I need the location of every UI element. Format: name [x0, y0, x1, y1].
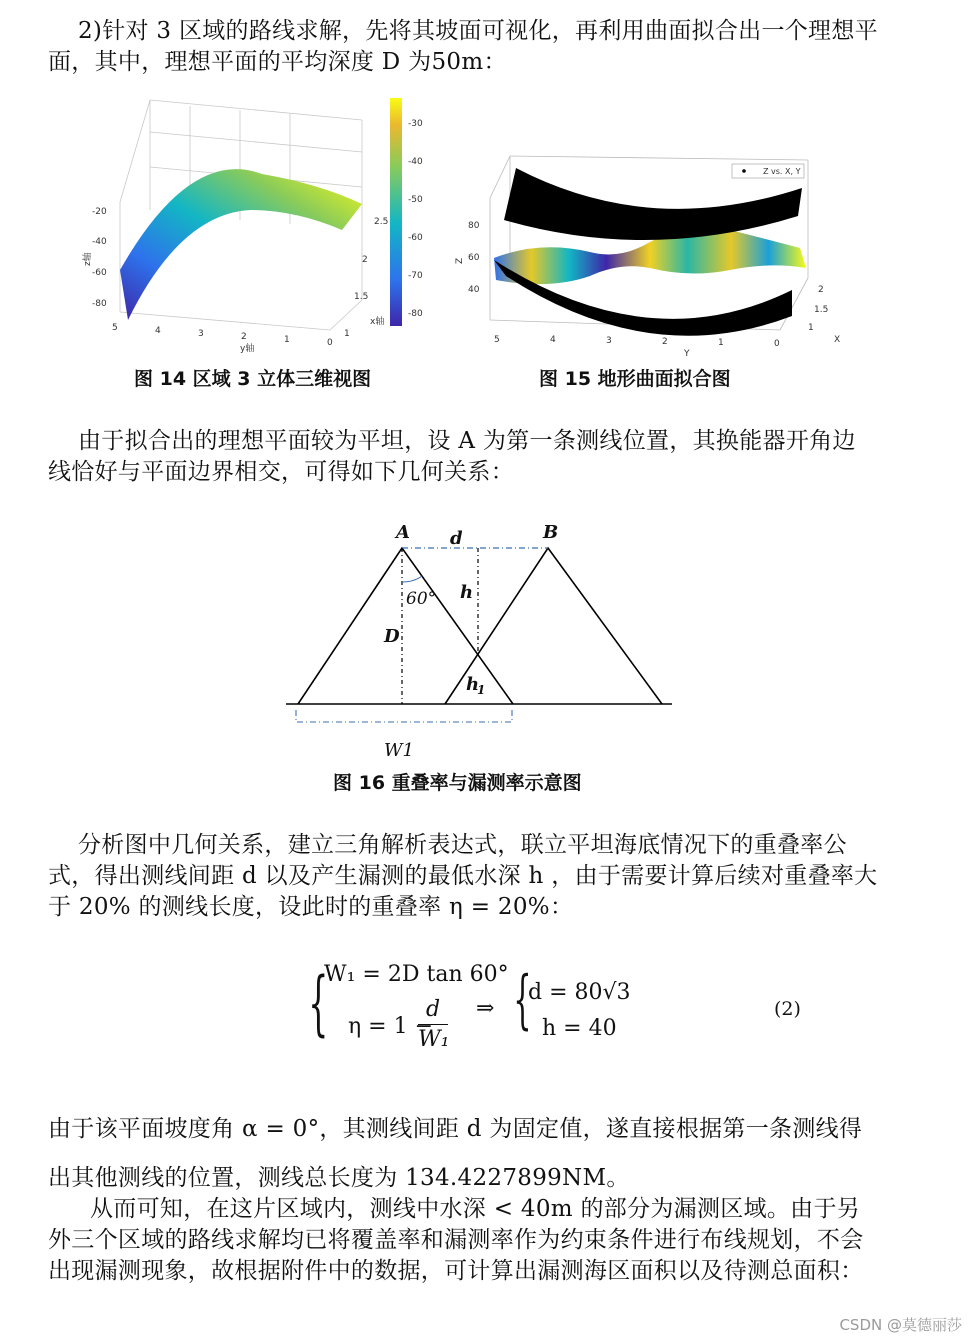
- x-tick: 1.5: [354, 292, 369, 302]
- z-tick: -60: [92, 268, 107, 278]
- eq-fraction: [418, 996, 448, 1055]
- colorbar-tick: -80: [408, 309, 423, 319]
- frac-denominator: W₁: [418, 1027, 450, 1052]
- fitted-plane-upper: [504, 168, 802, 240]
- z-axis-label: Z: [455, 257, 465, 264]
- eq-line-1: W₁ = 2D tan 60°: [324, 962, 509, 987]
- label-h: h: [460, 582, 474, 603]
- z-tick: 80: [468, 221, 480, 231]
- label-h1: h: [466, 674, 480, 695]
- eq-result-2: h = 40: [542, 1016, 617, 1041]
- y-axis-label: Y: [684, 349, 690, 359]
- implies-arrow: ⇒: [476, 996, 495, 1021]
- right-brace: {: [513, 963, 532, 1037]
- y-tick: 3: [606, 336, 612, 346]
- y-tick: 5: [494, 335, 500, 345]
- equation-number: (2): [774, 998, 801, 1020]
- y-tick: 4: [550, 335, 556, 345]
- z-tick: 60: [468, 253, 480, 263]
- left-brace: {: [308, 962, 329, 1044]
- figure-15-surface-fit: [450, 150, 850, 362]
- eq-result-1: d = 80√3: [528, 980, 631, 1005]
- csdn-watermark: CSDN @莫德丽莎: [839, 1316, 962, 1334]
- x-tick: 1: [808, 323, 814, 333]
- paragraph-1: 2)针对 3 区域的路线求解，先将其坡面可视化，再利用曲面拟合出一个理想平面，其中，理想平面的平均深度 D 为50m：: [48, 18, 878, 75]
- colorbar-tick: -70: [408, 271, 423, 281]
- figure-16-geometry: [280, 514, 680, 766]
- z-tick: -20: [92, 207, 107, 217]
- label-a: A: [396, 522, 410, 543]
- colorbar-tick: -40: [408, 157, 423, 167]
- colorbar-tick: -30: [408, 119, 423, 129]
- paragraph-2: 由于拟合出的理想平面较为平坦，设 A 为第一条测线位置，其换能器开角边线恰好与平面边界相交，可得如下几何关系：: [48, 428, 856, 485]
- figure-15-caption: 图 15 地形曲面拟合图: [539, 368, 731, 390]
- y-tick: 2: [241, 332, 247, 342]
- y-tick: 0: [774, 339, 780, 349]
- colorbar-tick: -60: [408, 233, 423, 243]
- colorbar-tick: -50: [408, 195, 423, 205]
- figure-14-caption: 图 14 区域 3 立体三维视图: [134, 368, 372, 390]
- y-tick: 0: [327, 338, 333, 348]
- label-b: B: [543, 522, 559, 543]
- label-d: d: [450, 528, 463, 549]
- z-axis-label: z轴: [83, 252, 93, 266]
- x-tick: 1: [344, 329, 350, 339]
- paragraph-5: 出其他测线的位置，测线总长度为 134.4227899NM。: [48, 1165, 630, 1191]
- equation-2: [296, 956, 816, 1066]
- paragraph-6: 从而可知，在这片区域内，测线中水深 < 40m 的部分为漏测区域。由于另外三个区域的路线求解均已将覆盖率和漏测率作为约束条件进行布线规划，不会出现漏测现象，故根据附件中的数据，可计算出漏测海区面积以及待测总面积：: [48, 1196, 864, 1284]
- x-axis-label: X: [834, 335, 841, 345]
- figure-16-caption: 图 16 重叠率与漏测率示意图: [333, 772, 582, 794]
- x-tick: 2: [362, 255, 368, 265]
- x-axis-label: x轴: [370, 317, 385, 327]
- y-axis-label: y轴: [240, 344, 255, 354]
- x-tick: 1.5: [814, 305, 829, 315]
- paragraph-4: 由于该平面坡度角 α = 0°，其测线间距 d 为固定值，遂直接根据第一条测线得: [48, 1116, 863, 1142]
- x-tick: 2.5: [374, 217, 389, 227]
- z-tick: -40: [92, 237, 107, 247]
- frac-numerator: d: [418, 996, 448, 1025]
- figure-14-3d-view: [80, 92, 440, 354]
- colorbar: [390, 98, 402, 326]
- y-tick: 5: [112, 323, 118, 333]
- fitted-surface: [120, 169, 362, 320]
- paragraph-3: 分析图中几何关系，建立三角解析表达式，联立平坦海底情况下的重叠率公式，得出测线间距 d 以及产生漏测的最低水深 h ，由于需要计算后续对重叠率大于 20% 的测线长度，设此时的重叠率 η = 20%：: [48, 832, 878, 920]
- y-tick: 1: [284, 335, 290, 345]
- label-D: D: [384, 626, 400, 647]
- legend-label: Z vs. X, Y: [763, 167, 801, 176]
- label-h1-subscript: 1: [477, 683, 486, 697]
- label-angle: 60°: [406, 589, 437, 609]
- label-w1: W1: [384, 740, 414, 761]
- y-tick: 3: [198, 329, 204, 339]
- y-tick: 4: [155, 326, 161, 336]
- z-tick: -80: [92, 299, 107, 309]
- z-tick: 40: [468, 285, 480, 295]
- y-tick: 1: [718, 338, 724, 348]
- y-tick: 2: [662, 337, 668, 347]
- x-tick: 2: [818, 285, 824, 295]
- eq-line-2: η = 1 −: [348, 1014, 434, 1039]
